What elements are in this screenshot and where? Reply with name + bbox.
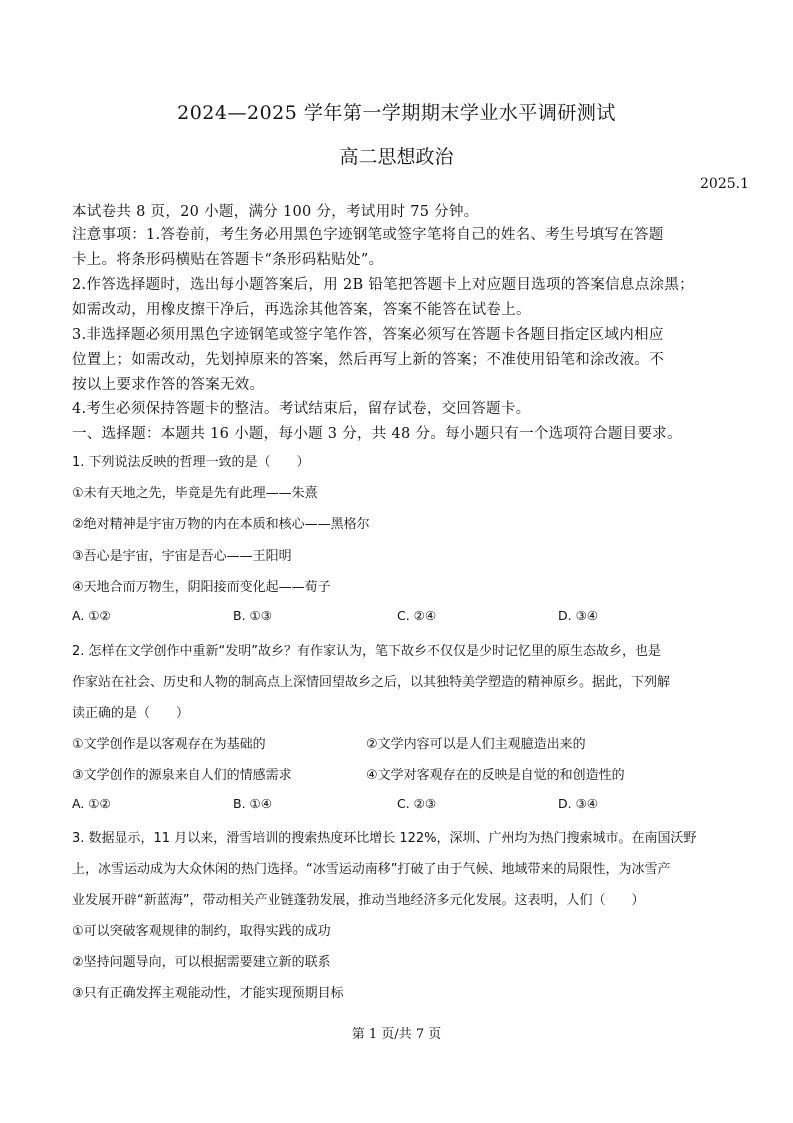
q2-statement-2: ②文学内容可以是人们主观臆造出来的 (366, 737, 586, 752)
q2-option-b: B. ①④ (233, 796, 272, 811)
q3-statement-1: ①可以突破客观规律的制约，取得实践的成功 (72, 924, 331, 939)
q1-statement-1: ①未有天地之先，毕竟是先有此理——朱熹 (72, 486, 318, 501)
exam-date: 2025.1 (700, 176, 749, 192)
note-4: 4.考生必须保持答题卡的整洁。考试结束后，留存试卷，交回答题卡。 (72, 401, 531, 417)
page-number: 第 1 页/共 7 页 (351, 1027, 442, 1042)
q3-statement-2: ②坚持问题导向，可以根据需要建立新的联系 (72, 955, 331, 970)
note-3-line-3: 按以上要求作答的答案无效。 (72, 377, 265, 393)
q2-statement-3: ③文学创作的源泉来自人们的情感需求 (72, 768, 292, 783)
q2-statement-4: ④文学对客观存在的反映是自觉的和创造性的 (366, 768, 625, 783)
note-2-line-2: 如需改动，用橡皮擦干净后，再选涂其他答案，答案不能答在试卷上。 (72, 302, 531, 318)
q1-option-d: D. ③④ (558, 608, 598, 623)
q3-stem-line-1: 3. 数据显示，11 月以来，滑雪培训的搜索热度环比增长 122%，深圳、广州均为热门搜索城市。在南国沃野 (72, 831, 697, 846)
section-heading: 一、选择题：本题共 16 小题，每小题 3 分，共 48 分。每小题只有一个选项符合题目要求。 (72, 426, 682, 442)
q3-stem-line-3: 业发展开辟“新蓝海”，带动相关产业链蓬勃发展，推动当地经济多元化发展。这表明，人们（ ） (72, 893, 645, 908)
q1-statement-4: ④天地合而万物生，阴阳接而变化起——荀子 (72, 580, 331, 595)
q1-stem: 1. 下列说法反映的哲理一致的是（ ） (72, 455, 310, 470)
q3-statement-3: ③只有正确发挥主观能动性，才能实现预期目标 (72, 986, 344, 1001)
q1-option-a: A. ①② (72, 608, 111, 623)
q1-option-b: B. ①③ (233, 608, 272, 623)
q2-option-d: D. ③④ (558, 796, 598, 811)
notes-intro: 本试卷共 8 页，20 小题，满分 100 分，考试用时 75 分钟。 (72, 204, 479, 220)
q1-statement-2: ②绝对精神是宇宙万物的内在本质和核心——黑格尔 (72, 517, 370, 532)
q1-statement-3: ③吾心是宇宙，宇宙是吾心——王阳明 (72, 549, 292, 564)
note-1-line-2: 卡上。将条形码横贴在答题卡“条形码粘贴处”。 (72, 252, 384, 268)
q2-stem-line-2: 作家站在社会、历史和人物的制高点上深情回望故乡之后，以其独特美学塑造的精神原乡。据此，下列解 (72, 675, 671, 690)
exam-title: 2024—2025 学年第一学期期末学业水平调研测试 (177, 102, 616, 124)
q2-option-c: C. ②③ (397, 796, 437, 811)
q2-stem-line-3: 读正确的是（ ） (72, 706, 190, 721)
note-3-line-1: 3.非选择题必须用黑色字迹钢笔或签字笔作答，答案必须写在答题卡各题目指定区域内相应 (72, 327, 664, 343)
q1-option-c: C. ②④ (397, 608, 437, 623)
exam-subject: 高二思想政治 (339, 146, 454, 168)
note-1-line-1: 注意事项：1.答卷前，考生务必用黑色字迹钢笔或签字笔将自己的姓名、考生号填写在答题 (72, 227, 664, 243)
note-2-line-1: 2.作答选择题时，选出每小题答案后，用 2B 铅笔把答题卡上对应题目选项的答案信息点涂黑； (72, 277, 694, 293)
q2-statement-1: ①文学创作是以客观存在为基础的 (72, 737, 266, 752)
q2-stem-line-1: 2. 怎样在文学创作中重新“发明”故乡？有作家认为，笔下故乡不仅仅是少时记忆里的原生态故乡，也是 (72, 644, 662, 659)
q2-option-a: A. ①② (72, 796, 111, 811)
note-3-line-2: 位置上；如需改动，先划掉原来的答案，然后再写上新的答案；不准使用铅笔和涂改液。不 (72, 352, 664, 368)
q3-stem-line-2: 上，冰雪运动成为大众休闲的热门选择。“冰雪运动南移”打破了由于气候、地域带来的局限性，为冰雪产 (72, 862, 671, 877)
